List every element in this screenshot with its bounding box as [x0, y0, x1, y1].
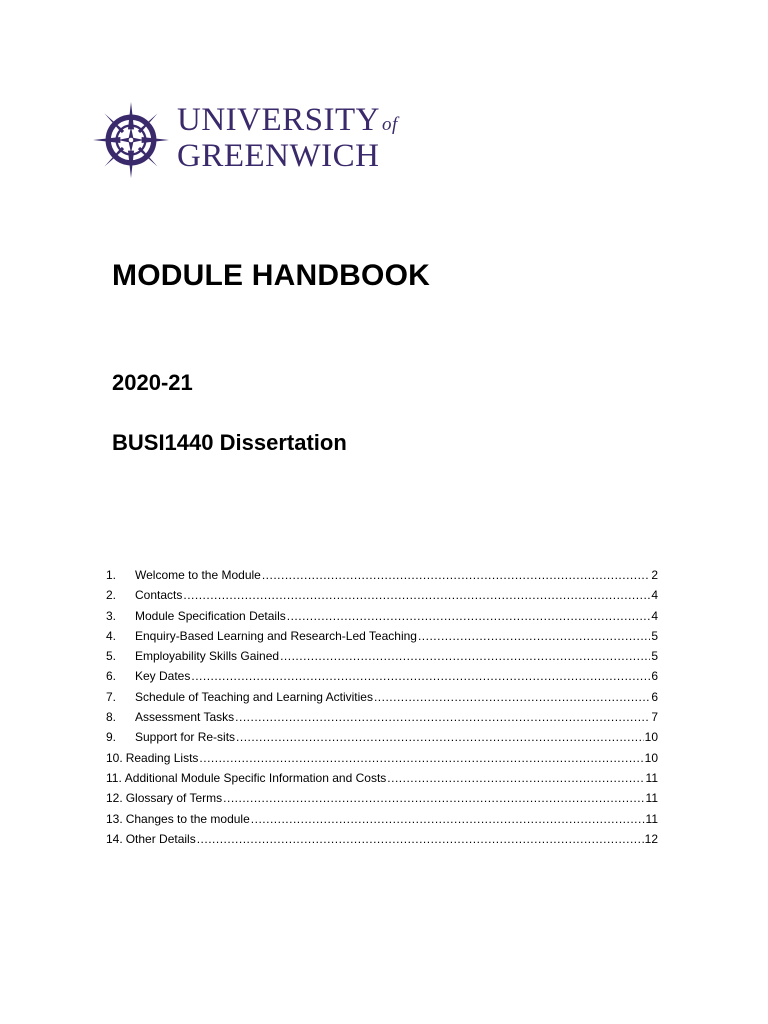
toc-dot-leader	[418, 626, 650, 646]
toc-entry[interactable]	[106, 748, 658, 768]
toc-entry[interactable]	[106, 666, 658, 686]
toc-dot-leader	[387, 768, 644, 788]
toc-entry-page: 6	[651, 669, 658, 684]
toc-entry-page: 4	[651, 588, 658, 603]
toc-entry-number: 8.	[106, 710, 117, 725]
toc-entry[interactable]	[106, 788, 658, 808]
toc-entry-number: 2.	[106, 588, 117, 603]
toc-entry[interactable]	[106, 565, 658, 585]
toc-entry-label: Support for Re-sits	[135, 730, 236, 745]
university-logo	[93, 100, 433, 180]
academic-year: 2020-21	[112, 370, 193, 395]
toc-entry[interactable]	[106, 585, 658, 605]
toc-entry[interactable]	[106, 646, 658, 666]
logo-wordmark	[177, 104, 398, 173]
toc-dot-leader	[197, 829, 644, 849]
toc-entry-label: Contacts	[135, 588, 183, 603]
table-of-contents	[106, 565, 658, 849]
toc-entry-page: 11	[645, 791, 658, 806]
toc-entry-page: 10	[644, 750, 658, 765]
document-title: MODULE HANDBOOK	[112, 259, 430, 292]
toc-entry[interactable]	[106, 687, 658, 707]
toc-entry[interactable]	[106, 768, 658, 788]
logo-university: UNIVERSITY	[177, 102, 380, 138]
toc-dot-leader	[374, 687, 650, 707]
toc-dot-leader	[183, 585, 650, 605]
logo-of: of	[381, 114, 398, 135]
toc-entry-page: 5	[651, 628, 658, 643]
toc-entry-label: Employability Skills Gained	[135, 649, 280, 664]
toc-entry-number: 3.	[106, 608, 117, 623]
toc-entry-page: 2	[651, 568, 658, 582]
toc-dot-leader	[280, 646, 650, 666]
toc-entry-label: Additional Module Specific Information and Costs	[124, 770, 387, 785]
toc-dot-leader	[191, 666, 650, 686]
toc-entry-number: 7.	[106, 689, 117, 704]
toc-entry-page: 4	[651, 608, 658, 623]
toc-entry-label: Schedule of Teaching and Learning Activities	[135, 689, 373, 704]
toc-entry-number: 5.	[106, 649, 117, 664]
toc-entry-label: Enquiry-Based Learning and Research-Led Teaching	[135, 628, 417, 643]
toc-entry-page: 6	[651, 689, 658, 704]
toc-entry-number: 1.	[106, 568, 117, 582]
toc-entry-number: 12.	[106, 791, 123, 806]
toc-dot-leader	[287, 606, 651, 626]
toc-entry-page: 5	[651, 649, 658, 664]
toc-entry[interactable]	[106, 727, 658, 747]
toc-entry-label: Reading Lists	[125, 750, 199, 765]
toc-entry[interactable]	[106, 606, 658, 626]
toc-entry-label: Module Specification Details	[135, 608, 286, 623]
toc-entry-label: Welcome to the Module	[135, 568, 261, 582]
toc-entry[interactable]	[106, 707, 658, 727]
toc-entry-label: Other Details	[125, 831, 196, 846]
toc-dot-leader	[251, 809, 645, 829]
toc-entry-page: 12	[644, 831, 658, 846]
toc-entry-number: 4.	[106, 628, 117, 643]
toc-dot-leader	[236, 727, 644, 747]
logo-line-2: GREENWICH	[177, 138, 380, 174]
toc-entry-number: 6.	[106, 669, 117, 684]
logo-line-1	[177, 104, 398, 137]
toc-entry[interactable]	[106, 626, 658, 646]
module-name: BUSI1440 Dissertation	[112, 430, 347, 455]
toc-entry-number: 9.	[106, 730, 117, 745]
toc-entry-label: Key Dates	[135, 669, 191, 684]
toc-entry-number: 11.	[106, 770, 122, 785]
compass-star-icon	[93, 102, 169, 178]
toc-entry-page: 7	[651, 710, 658, 725]
toc-entry-label: Assessment Tasks	[135, 710, 235, 725]
toc-entry-label: Changes to the module	[125, 811, 250, 826]
toc-entry[interactable]	[106, 809, 658, 829]
toc-dot-leader	[223, 788, 644, 808]
toc-entry-label: Glossary of Terms	[125, 791, 223, 806]
toc-entry-number: 14.	[106, 831, 123, 846]
toc-entry-number: 13.	[106, 811, 123, 826]
toc-dot-leader	[262, 565, 650, 585]
toc-entry-page: 10	[644, 730, 658, 745]
toc-entry-number: 10.	[106, 750, 123, 765]
toc-dot-leader	[235, 707, 650, 727]
toc-entry-page: 11	[645, 770, 658, 785]
toc-entry[interactable]	[106, 829, 658, 849]
toc-entry-page: 11	[645, 811, 658, 826]
toc-dot-leader	[199, 748, 643, 768]
